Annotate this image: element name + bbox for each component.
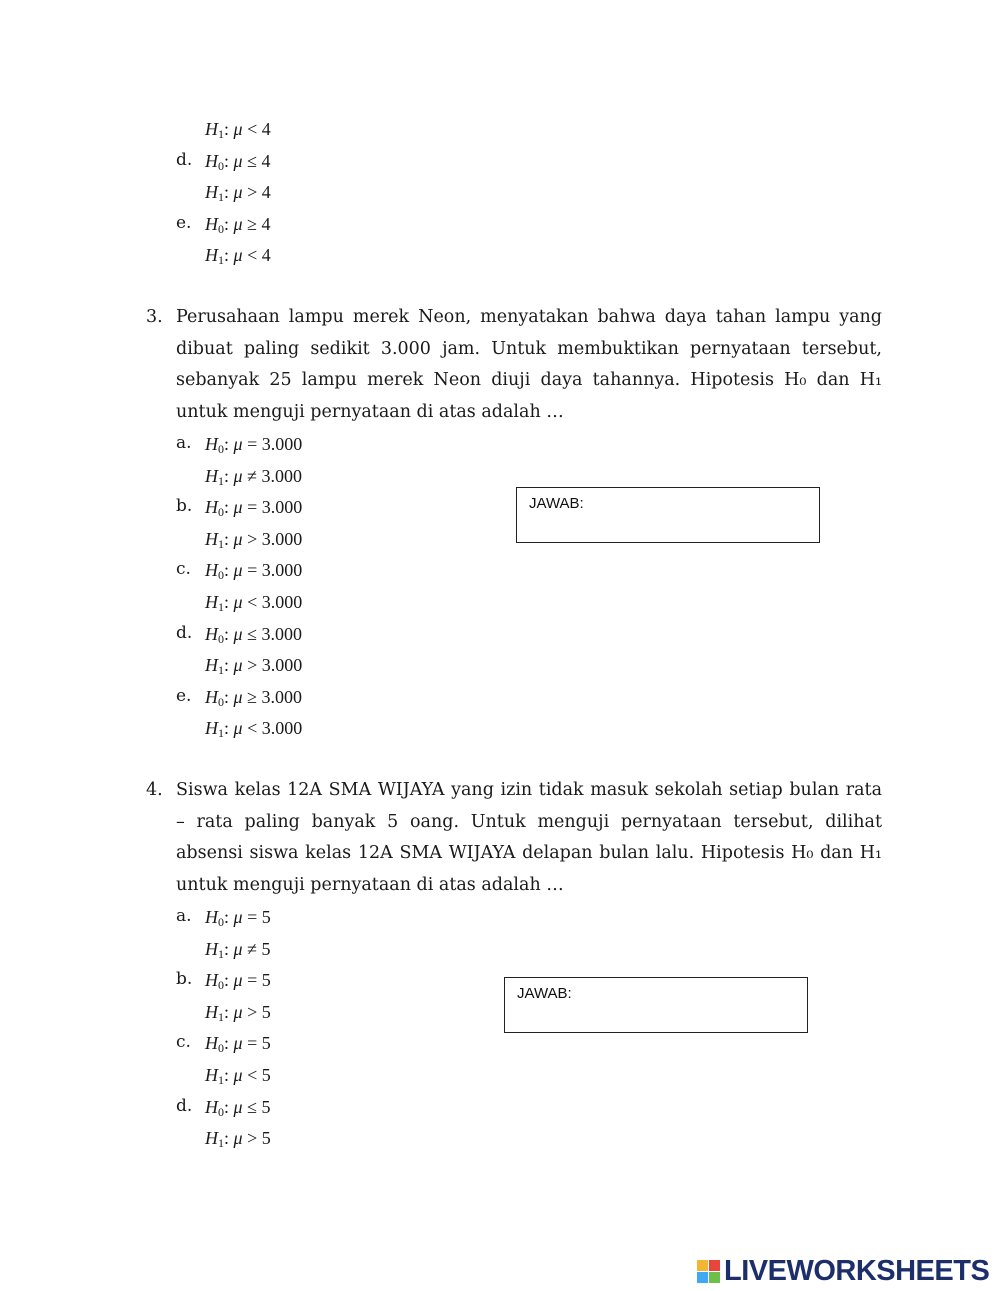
question-4-answer-label: JAWAB: [517,985,572,1002]
prev-option-letter: d. [176,149,193,170]
q3-option-letter: a. [176,433,192,453]
q4-h0-hypothesis: $H_0$: μ = 5 [205,1033,271,1056]
q3-h1-hypothesis: $H_1$: μ < 3.000 [205,718,303,741]
q4-h0-hypothesis: $H_0$: μ = 5 [205,970,271,993]
q4-h0-hypothesis: $H_0$: μ ≤ 5 [205,1096,271,1119]
q3-h0-hypothesis: $H_0$: μ = 3.000 [205,434,303,456]
q3-h0-hypothesis: $H_0$: μ ≥ 3.000 [205,686,302,709]
q3-option-letter: b. [176,496,193,517]
logo-block-l [697,1260,708,1271]
liveworksheets-wordmark: LIVEWORKSHEETS [724,1254,990,1287]
q4-h1-hypothesis: $H_1$: μ > 5 [205,1128,271,1151]
logo-block-v [697,1272,708,1283]
q3-h1-hypothesis: $H_1$: μ > 3.000 [205,528,303,551]
q3-h0-hypothesis: $H_0$: μ = 3.000 [205,560,303,583]
q4-option-letter: b. [176,969,193,990]
question-3-number: 3. [146,307,163,327]
prev-h1-hypothesis: $H_1$: μ > 4 [205,182,271,205]
question-3-text: Perusahaan lampu merek Neon, menyatakan bahwa daya tahan lampu yang dibuat paling sedikit 3.000 jam. Untuk membuktikan pernyataan tersebut, sebanyak 25 lampu merek Neon diuji daya tahannya. Hipotesis H₀ dan H₁ untuk menguji pernyataan di atas adalah … [176,307,882,422]
q4-h0-hypothesis: $H_0$: μ = 5 [205,907,271,929]
prev-option-letter: e. [176,212,192,233]
q3-h0-hypothesis: $H_0$: μ = 3.000 [205,497,303,520]
q3-option-letter: d. [176,622,193,643]
q4-h1-hypothesis: $H_1$: μ < 5 [205,1065,271,1087]
question-4-answer-box[interactable] [504,977,808,1033]
q3-h0-hypothesis: $H_0$: μ ≤ 3.000 [205,623,302,646]
prev-h1-hypothesis: $H_1$: μ < 4 [205,119,271,141]
question-4-number: 4. [146,780,163,800]
q4-option-letter: c. [176,1032,191,1053]
q3-h1-hypothesis: $H_1$: μ < 3.000 [205,592,303,614]
q4-option-letter: a. [176,906,192,926]
liveworksheets-logo-icon [697,1260,720,1283]
q3-h1-hypothesis: $H_1$: μ > 3.000 [205,655,303,678]
logo-block-i [709,1260,720,1271]
q4-option-letter: d. [176,1095,193,1116]
prev-h0-hypothesis: $H_0$: μ ≥ 4 [205,213,271,236]
logo-block-e [709,1272,720,1283]
q3-option-letter: c. [176,559,191,580]
q4-h1-hypothesis: $H_1$: μ > 5 [205,1001,271,1024]
question-4-text: Siswa kelas 12A SMA WIJAYA yang izin tidak masuk sekolah setiap bulan rata – rata paling banyak 5 oang. Untuk menguji pernyataan tersebut, dilihat absensi siswa kelas 12A SMA WIJAYA delapan bulan lalu. Hipotesis H₀ dan H₁ untuk menguji pernyataan di atas adalah … [176,780,882,895]
q3-option-letter: e. [176,685,192,706]
q3-h1-hypothesis: $H_1$: μ ≠ 3.000 [205,465,302,488]
liveworksheets-logo [697,1254,989,1288]
prev-h0-hypothesis: $H_0$: μ ≤ 4 [205,150,271,173]
prev-h1-hypothesis: $H_1$: μ < 4 [205,245,271,268]
question-3-answer-label: JAWAB: [529,495,584,512]
q4-h1-hypothesis: $H_1$: μ ≠ 5 [205,938,271,961]
question-3-answer-box[interactable] [516,487,820,543]
